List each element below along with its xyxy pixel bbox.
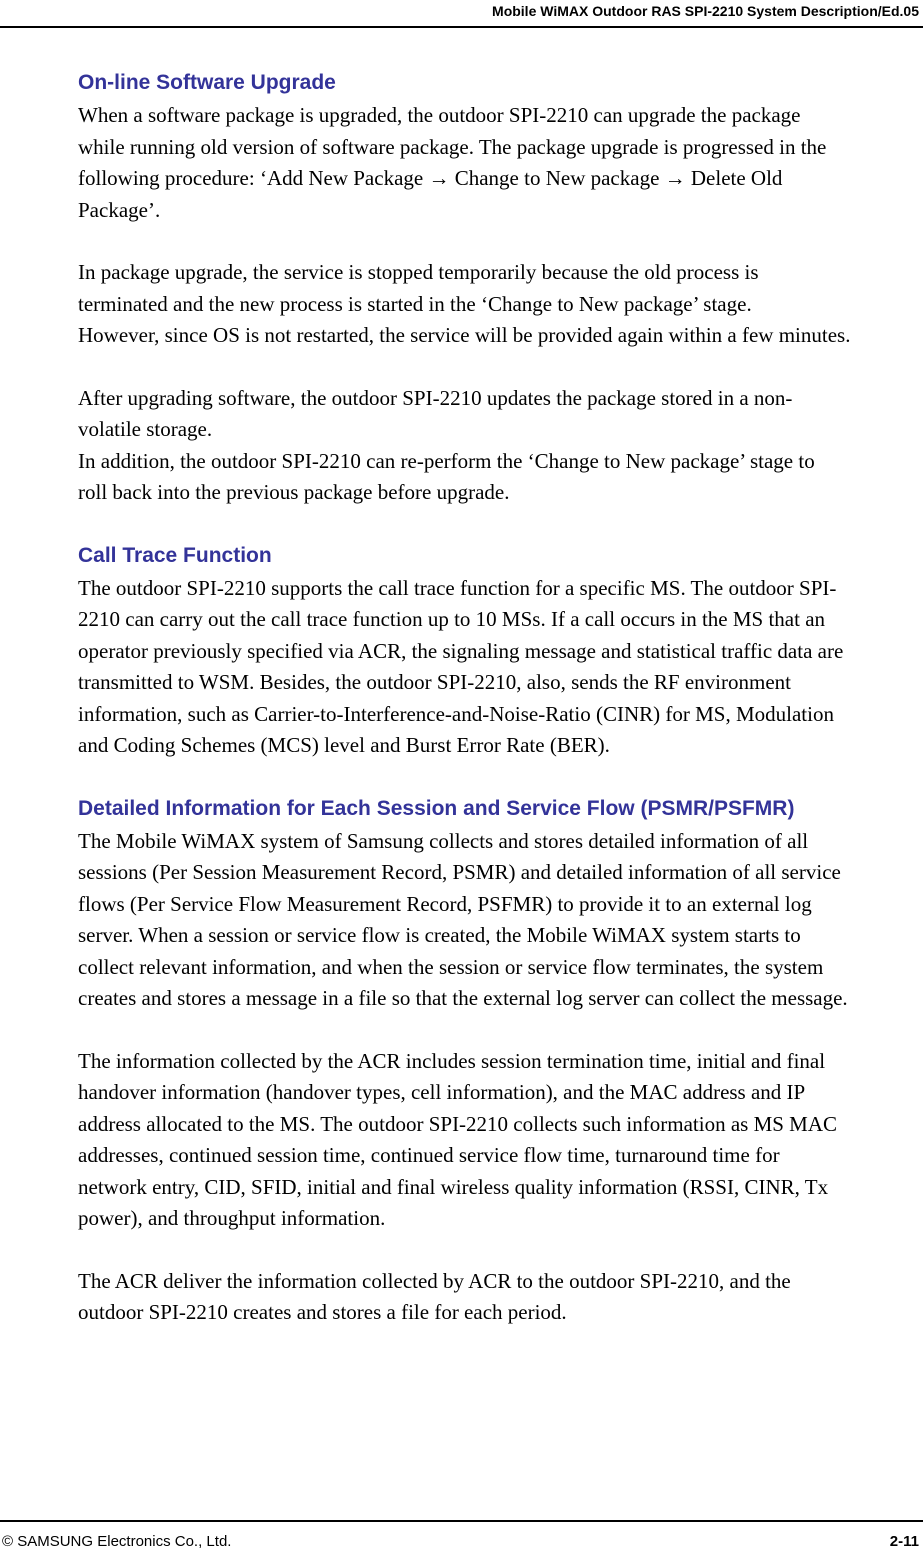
- text-line: In package upgrade, the service is stopped temporarily because the old process is: [78, 260, 759, 284]
- paragraph: [78, 573, 923, 762]
- text-line: The ACR deliver the information collected by ACR to the outdoor SPI-2210, and the: [78, 1268, 791, 1293]
- text-line: power), and throughput information.: [78, 1206, 386, 1230]
- text-line: transmitted to WSM. Besides, the outdoor SPI-2210, also, sends the RF environment: [78, 670, 791, 694]
- text-line: while running old version of software package. The package upgrade is progressed in the: [78, 134, 827, 159]
- footer-page-number: 2-11: [889, 1533, 919, 1550]
- text-line: addresses, continued session time, continued service flow time, turnaround time for: [78, 1143, 780, 1167]
- text-line: roll back into the previous package before upgrade.: [78, 480, 510, 504]
- section-heading-call-trace-function: Call Trace Function: [78, 543, 272, 567]
- section-heading-online-software-upgrade: On-line Software Upgrade: [78, 71, 336, 94]
- text-line: After upgrading software, the outdoor SPI-2210 updates the package stored in a non-: [78, 385, 793, 410]
- text-line: creates and stores a message in a file so that the external log server can collect the message.: [78, 986, 848, 1010]
- text-line: and Coding Schemes (MCS) level and Burst Error Rate (BER).: [78, 733, 610, 757]
- section-heading-detailed-information-psmr-psfmr: Detailed Information for Each Session and Service Flow (PSMR/PSFMR): [78, 796, 795, 820]
- text-line: outdoor SPI-2210 creates and stores a file for each period.: [78, 1300, 567, 1324]
- text-line: The outdoor SPI-2210 supports the call trace function for a specific MS. The outdoor SPI-: [78, 575, 837, 600]
- text-line: server. When a session or service flow is created, the Mobile WiMAX system starts to: [78, 923, 801, 947]
- header-divider: [0, 26, 923, 28]
- text-line: terminated and the new process is started in the ‘Change to New package’ stage.: [78, 291, 752, 316]
- text-line: handover information (handover types, cell information), and the MAC address and IP: [78, 1080, 806, 1104]
- paragraph: [78, 257, 923, 352]
- text-line: In addition, the outdoor SPI-2210 can re-perform the ‘Change to New package’ stage to: [78, 448, 815, 473]
- document-header-title: Mobile WiMAX Outdoor RAS SPI-2210 System Description/Ed.05: [492, 3, 919, 19]
- text-line: network entry, CID, SFID, initial and final wireless quality information (RSSI, CINR, Tx: [78, 1174, 829, 1199]
- text-line: operator previously specified via ACR, the signaling message and statistical traffic data are: [78, 638, 844, 663]
- text-line: address allocated to the MS. The outdoor SPI-2210 collects such information as MS MAC: [78, 1111, 838, 1136]
- text-line: sessions (Per Session Measurement Record, PSMR) and detailed information of all service: [78, 860, 841, 884]
- text-line: The information collected by the ACR includes session termination time, initial and final: [78, 1048, 826, 1073]
- text-line: The Mobile WiMAX system of Samsung collects and stores detailed information of all: [78, 828, 809, 853]
- text-line: volatile storage.: [78, 417, 213, 441]
- text-line: However, since OS is not restarted, the service will be provided again within a few minutes.: [78, 323, 851, 347]
- footer-copyright: © SAMSUNG Electronics Co., Ltd.: [2, 1533, 232, 1550]
- document-body: [78, 66, 923, 1329]
- paragraph: [78, 1266, 923, 1329]
- text-line: Package’.: [78, 197, 161, 222]
- paragraph: [78, 826, 923, 1015]
- paragraph: [78, 1046, 923, 1235]
- text-line: collect relevant information, and when the session or service flow terminates, the system: [78, 954, 824, 979]
- text-line: following procedure: ‘Add New Package → Change to New package → Delete Old: [78, 166, 783, 190]
- paragraph: [78, 100, 923, 226]
- text-line: information, such as Carrier-to-Interference-and-Noise-Ratio (CINR) for MS, Modulation: [78, 701, 834, 726]
- footer-divider: [0, 1520, 923, 1522]
- text-line: When a software package is upgraded, the outdoor SPI-2210 can upgrade the package: [78, 103, 801, 127]
- text-line: 2210 can carry out the call trace function up to 10 MSs. If a call occurs in the MS that an: [78, 607, 826, 631]
- text-line: flows (Per Service Flow Measurement Record, PSFMR) to provide it to an external log: [78, 891, 812, 916]
- paragraph: [78, 383, 923, 509]
